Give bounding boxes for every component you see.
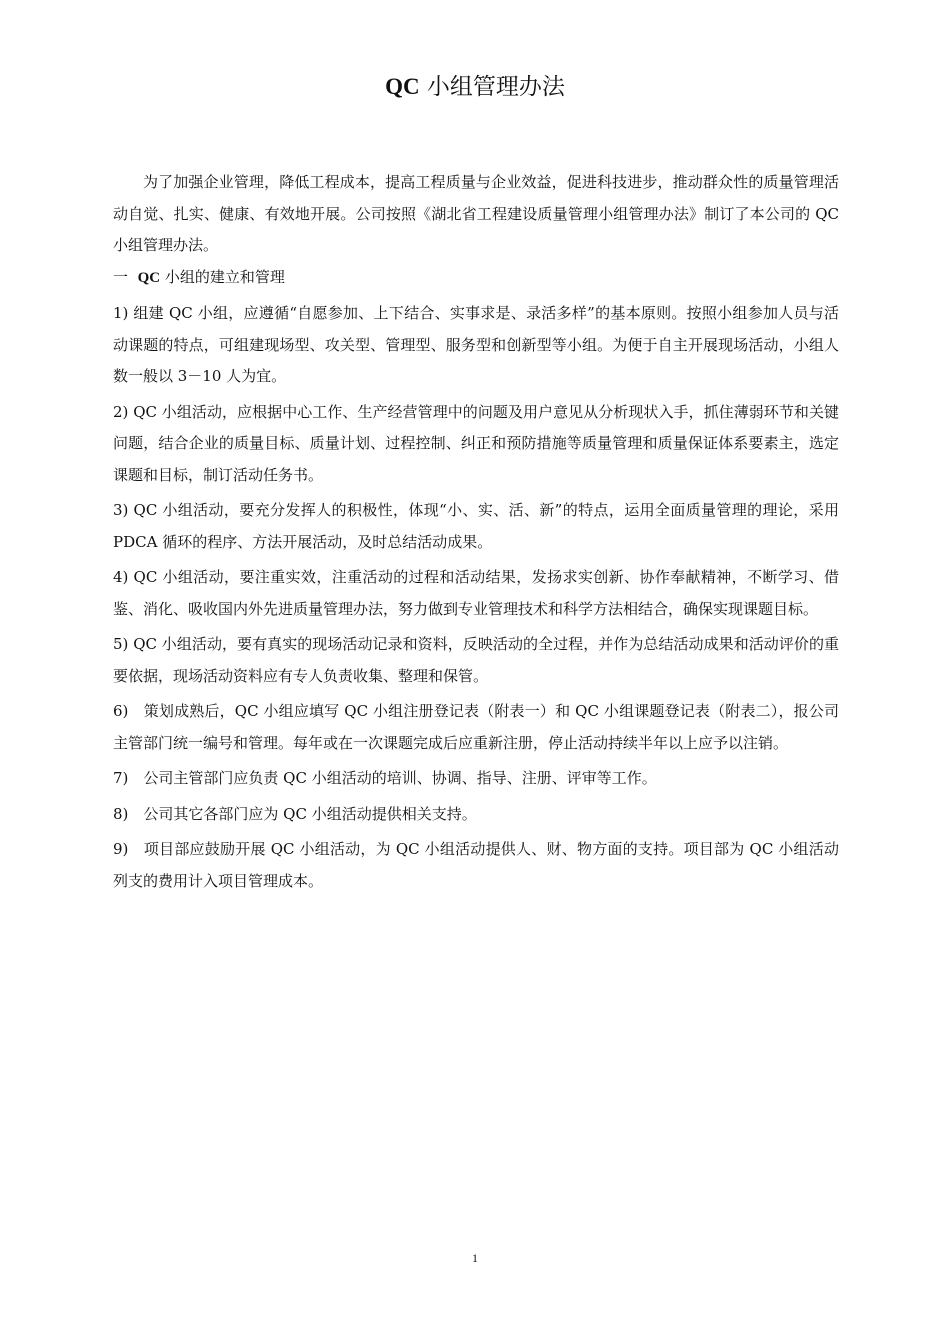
list-item-4: 4) QC 小组活动，要注重实效，注重活动的过程和活动结果，发扬求实创新、协作奉献精神，不断学习、借鉴、消化、吸收国内外先进质量管理办法，努力做到专业管理技术和科学方法相结合，确保实现课题目标。 <box>113 568 839 618</box>
list-item-7: 7) 公司主管部门应负责 QC 小组活动的培训、协调、指导、注册、评审等工作。 <box>113 769 657 787</box>
section-heading-rest: 小组的建立和管理 <box>160 267 285 286</box>
section-number: 一 <box>113 267 129 286</box>
list-item-9: 9) 项目部应鼓励开展 QC 小组活动，为 QC 小组活动提供人、财、物方面的支持。项目部为 QC 小组活动列支的费用计入项目管理成本。 <box>113 840 839 890</box>
page-number: 1 <box>472 1251 478 1265</box>
list-item-5: 5) QC 小组活动，要有真实的现场活动记录和资料，反映活动的全过程，并作为总结活动成果和活动评价的重要依据，现场活动资料应有专人负责收集、整理和保管。 <box>113 635 839 685</box>
section-heading-qc: QC <box>137 269 161 286</box>
list-item-2: 2) QC 小组活动，应根据中心工作、生产经营管理中的问题及用户意见从分析现状入手，抓住薄弱环节和关键问题，结合企业的质量目标、质量计划、过程控制、纠正和预防措施等质量管理和质量保证体系要素主，选定课题和目标，制订活动任务书。 <box>113 402 839 484</box>
document-body <box>113 167 839 897</box>
list-item-1: 1) 组建 QC 小组，应遵循“自愿参加、上下结合、实事求是、录活多样”的基本原则。按照小组参加人员与活动课题的特点，可组建现场型、攻关型、管理型、服务型和创新型等小组。为便于自主开展现场活动，小组人数一般以 3－10 人为宜。 <box>113 304 839 385</box>
list-item-8: 8) 公司其它各部门应为 QC 小组活动提供相关支持。 <box>113 804 477 823</box>
list-item-3: 3) QC 小组活动，要充分发挥人的积极性，体现“小、实、活、新”的特点，运用全面质量管理的理论，采用 PDCA 循环的程序、方法开展活动，及时总结活动成果。 <box>113 501 839 551</box>
title-rest: 小组管理办法 <box>419 74 565 100</box>
section-heading-1 <box>113 262 839 295</box>
title-qc: QC <box>385 74 420 99</box>
list-item-6: 6) 策划成熟后，QC 小组应填写 QC 小组注册登记表（附表一）和 QC 小组课题登记表（附表二），报公司主管部门统一编号和管理。每年或在一次课题完成后应重新注册，停止活动持续半年以上应予以注销。 <box>113 702 839 752</box>
intro-paragraph: 为了加强企业管理，降低工程成本，提高工程质量与企业效益，促进科技进步，推动群众性的质量管理活动自觉、扎实、健康、有效地开展。公司按照《湖北省工程建设质量管理小组管理办法》制订了本公司的 QC 小组管理办法。 <box>113 173 839 254</box>
document-title <box>0 70 950 104</box>
